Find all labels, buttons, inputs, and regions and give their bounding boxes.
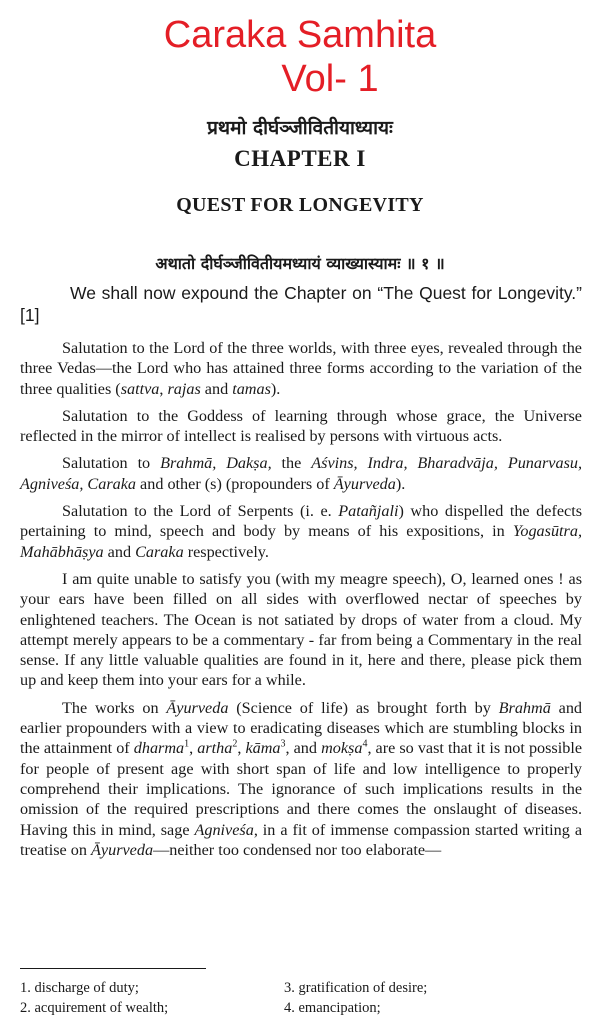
lead-paragraph: We shall now expound the Chapter on “The Quest for Longevity.” [1] — [20, 283, 582, 325]
paragraph-2: Salutation to the Goddess of learning through whose grace, the Universe reflected in the mirror of intellect is realised by persons with virtuous acts. — [20, 406, 582, 446]
footnote-ref-4: 4 — [362, 738, 368, 750]
footnote-4: 4. emancipation; — [284, 1000, 381, 1016]
chapter-subtitle: QUEST FOR LONGEVITY — [176, 194, 424, 216]
paragraph-6: The works on Āyurveda (Science of life) as brought forth by Brahmā and earlier propounders with a view to eradicating diseases which are stumbling blocks in the attainment of dharma$^1$, artha$^2$, kāma$^3$, and mokṣa$^4$, are so vast that it is not possible for people of present age with short span of life and low intelligence to properly comprehend their implications. The ignorance of such implications results in the omission of the required prescriptions and there comes the onslaught of diseases. Having this in mind, sage Agniveśa, in a fit of immense compassion started writing a treatise on Āyurveda—neither too condensed nor too elaborate— — [20, 698, 583, 859]
paragraph-3: Salutation to Brahmā, Dakṣa, the Aśvins, Indra, Bharadvāja, Punarvasu, Agniveśa, Caraka and other (s) (propounders of Āyurveda). — [20, 454, 583, 493]
sanskrit-verse: अथातो दीर्घञ्जीवितीयमध्यायं व्याख्यास्यामः ॥ १ ॥ — [155, 254, 445, 273]
volume-label: Vol- 1 — [281, 58, 379, 100]
book-title: Caraka Samhita — [163, 14, 437, 56]
footnote-divider — [20, 968, 206, 969]
footnote-ref-1: 1 — [184, 738, 190, 750]
chapter-label: CHAPTER I — [234, 146, 366, 171]
footnote-1: 1. discharge of duty; — [20, 980, 139, 996]
paragraph-4: Salutation to the Lord of Serpents (i. e. Patañjali) who dispelled the defects pertaining to mind, speech and body by means of his expositions, in Yogasūtra, Mahābhāṣya and Caraka respectively. — [20, 502, 582, 561]
footnote-ref-3: 3 — [280, 738, 286, 750]
footnote-3: 3. gratification of desire; — [284, 980, 428, 996]
paragraph-1: Salutation to the Lord of the three worlds, with three eyes, revealed through the three Vedas—the Lord who has attained three forms according to the variation of the three qualities (sattva, rajas and tamas). — [20, 339, 582, 398]
footnote-2: 2. acquirement of wealth; — [20, 1000, 169, 1016]
footnote-ref-2: 2 — [232, 738, 238, 750]
body-text — [20, 282, 582, 867]
paragraph-5: I am quite unable to satisfy you (with my meagre speech), O, learned ones ! as your ears have been filled on all sides with overflowed nectar of speeches by enlightened teachers. The Ocean is not satiated by drops of water from a cloud. My attempt merely appears to be a commentary - far from being a Commentary in the real sense. If any little valuable qualities are found in it, here and there, please pick them up and keep them into your ears for a while. — [20, 569, 582, 690]
sanskrit-chapter-title: प्रथमो दीर्घञ्जीवितीयाध्यायः — [207, 117, 393, 139]
footnotes — [20, 978, 582, 1018]
